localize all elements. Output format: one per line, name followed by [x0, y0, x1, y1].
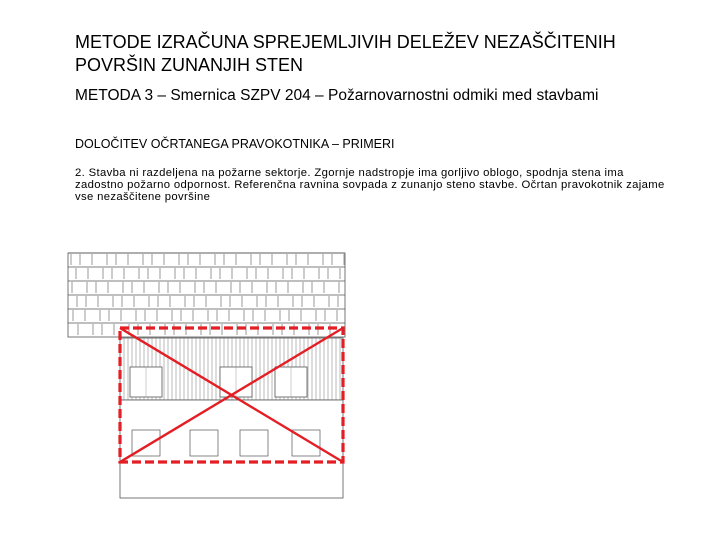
lower-opening	[240, 430, 268, 456]
lower-opening	[190, 430, 218, 456]
section-heading: DOLOČITEV OČRTANEGA PRAVOKOTNIKA – PRIMERI	[75, 137, 395, 151]
slide-subtitle: METODA 3 – Smernica SZPV 204 – Požarnovarnostni odmiki med stavbami	[75, 87, 599, 104]
building-elevation-figure	[60, 240, 360, 510]
lower-fire-resistant-wall	[120, 400, 343, 498]
example-description: 2. Stavba ni razdeljena na požarne sektorje. Zgornje nadstropje ima gorljivo oblogo, spodnja stena ima zadostno požarno odpornost. Referenčna ravnina sovpada z zunanjo steno stavbe. Očrtan pravokotnik zajame vse nezaščitene površine	[75, 167, 665, 203]
roof-shingles	[68, 253, 345, 337]
slide-title: METODE IZRAČUNA SPREJEMLJIVIH DELEŽEV NEZAŠČITENIH POVRŠIN ZUNANJIH STEN	[75, 32, 616, 75]
